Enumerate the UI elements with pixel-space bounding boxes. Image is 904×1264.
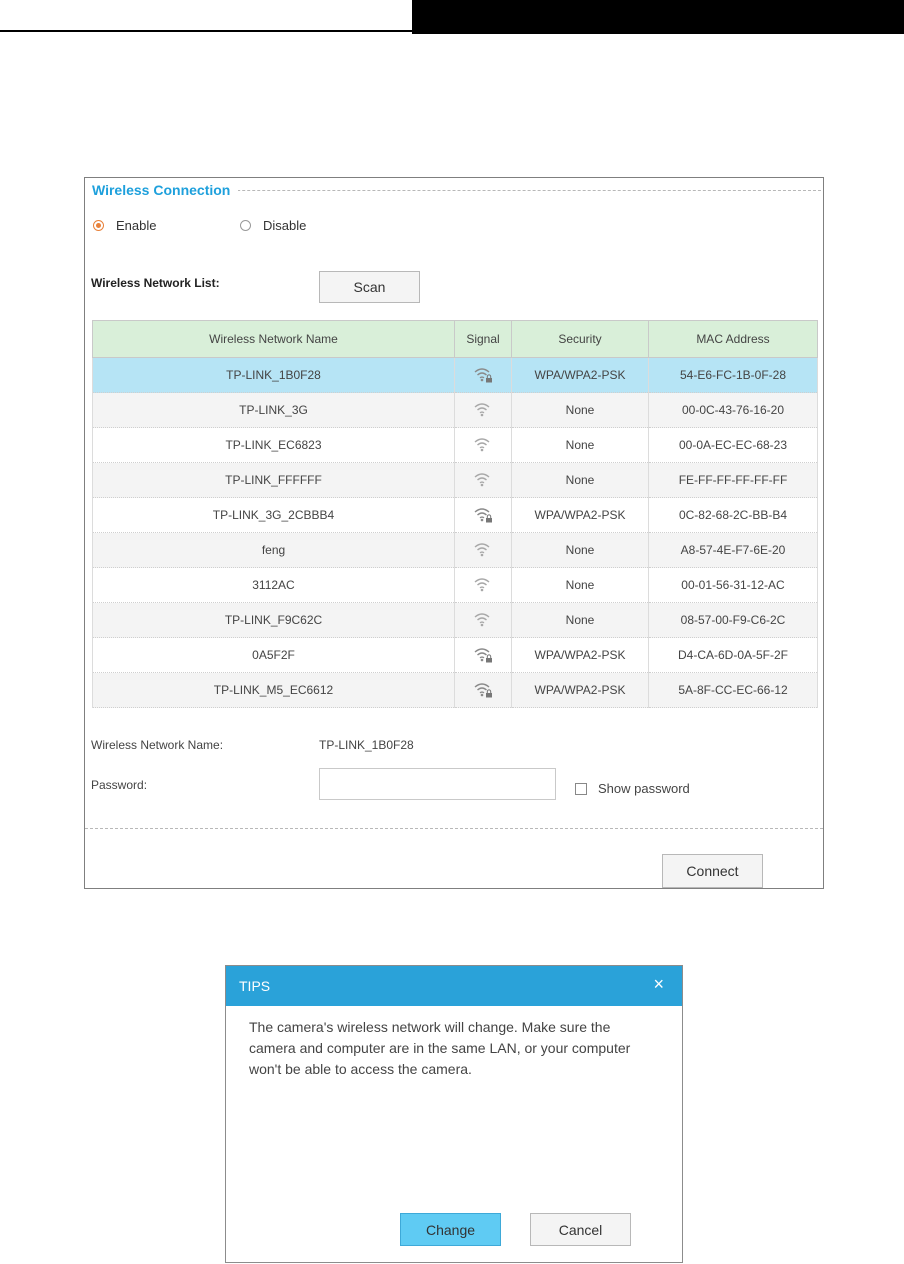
mac-address-cell: FE-FF-FF-FF-FF-FF (649, 463, 818, 498)
mac-address-cell: 08-57-00-F9-C6-2C (649, 603, 818, 638)
security-cell: WPA/WPA2-PSK (512, 358, 649, 393)
network-name-cell: TP-LINK_3G (93, 393, 455, 428)
table-row[interactable] (93, 393, 818, 428)
show-password-label: Show password (598, 781, 690, 796)
cancel-button[interactable]: Cancel (530, 1213, 631, 1246)
table-row[interactable] (93, 533, 818, 568)
scan-button[interactable]: Scan (319, 271, 420, 303)
security-cell: WPA/WPA2-PSK (512, 498, 649, 533)
mac-address-cell: 54-E6-FC-1B-0F-28 (649, 358, 818, 393)
connect-button[interactable]: Connect (662, 854, 763, 888)
network-name-cell: feng (93, 533, 455, 568)
tips-dialog (225, 965, 683, 1263)
network-list-label: Wireless Network List: (91, 276, 220, 290)
table-row[interactable] (93, 498, 818, 533)
network-name-cell: 0A5F2F (93, 638, 455, 673)
network-name-cell: TP-LINK_3G_2CBBB4 (93, 498, 455, 533)
document-header-band (412, 0, 904, 34)
security-cell: None (512, 568, 649, 603)
network-name-value: TP-LINK_1B0F28 (319, 738, 414, 752)
security-cell: None (512, 533, 649, 568)
network-table (92, 320, 818, 708)
wireless-connection-panel (84, 177, 824, 889)
column-header-name: Wireless Network Name (93, 321, 455, 358)
table-row[interactable] (93, 428, 818, 463)
password-label: Password: (91, 778, 148, 792)
security-cell: WPA/WPA2-PSK (512, 673, 649, 708)
signal-cell (455, 358, 512, 393)
panel-title: Wireless Connection (92, 182, 238, 198)
column-header-signal: Signal (455, 321, 512, 358)
mac-address-cell: A8-57-4E-F7-6E-20 (649, 533, 818, 568)
security-cell: None (512, 393, 649, 428)
table-row[interactable] (93, 358, 818, 393)
footer-divider (85, 828, 823, 829)
document-header-rule (0, 30, 412, 32)
signal-cell (455, 533, 512, 568)
enable-radio[interactable] (93, 220, 104, 231)
network-name-cell: TP-LINK_1B0F28 (93, 358, 455, 393)
mac-address-cell: 5A-8F-CC-EC-66-12 (649, 673, 818, 708)
dialog-message: The camera's wireless network will change. Make sure the camera and computer are in the same LAN, or your computer won't be able to access the camera. (249, 1019, 631, 1077)
network-name-cell: 3112AC (93, 568, 455, 603)
mac-address-cell: D4-CA-6D-0A-5F-2F (649, 638, 818, 673)
dialog-header (226, 966, 682, 1006)
show-password-checkbox[interactable] (575, 783, 587, 795)
enable-radio-option[interactable] (93, 218, 156, 233)
disable-radio-label: Disable (263, 218, 307, 233)
dialog-title: TIPS (239, 978, 271, 994)
mac-address-cell: 00-0A-EC-EC-68-23 (649, 428, 818, 463)
wifi-signal-icon (473, 472, 493, 488)
wifi-signal-lock-icon (473, 507, 493, 523)
wifi-signal-lock-icon (473, 367, 493, 383)
network-name-cell: TP-LINK_M5_EC6612 (93, 673, 455, 708)
network-name-cell: TP-LINK_EC6823 (93, 428, 455, 463)
network-name-cell: TP-LINK_FFFFFF (93, 463, 455, 498)
security-cell: WPA/WPA2-PSK (512, 638, 649, 673)
table-row[interactable] (93, 673, 818, 708)
wifi-signal-icon (473, 542, 493, 558)
password-field[interactable] (319, 768, 556, 800)
security-cell: None (512, 463, 649, 498)
mac-address-cell: 00-01-56-31-12-AC (649, 568, 818, 603)
disable-radio[interactable] (240, 220, 251, 231)
enable-radio-label: Enable (116, 218, 157, 233)
table-header-row (93, 321, 818, 358)
table-row[interactable] (93, 603, 818, 638)
table-row[interactable] (93, 638, 818, 673)
column-header-mac: MAC Address (649, 321, 818, 358)
security-cell: None (512, 603, 649, 638)
table-row[interactable] (93, 463, 818, 498)
wifi-signal-icon (473, 612, 493, 628)
signal-cell (455, 638, 512, 673)
signal-cell (455, 393, 512, 428)
wifi-signal-icon (473, 402, 493, 418)
signal-cell (455, 673, 512, 708)
wifi-signal-lock-icon (473, 647, 493, 663)
wifi-signal-lock-icon (473, 682, 493, 698)
signal-cell (455, 568, 512, 603)
signal-cell (455, 498, 512, 533)
disable-radio-option[interactable] (240, 218, 306, 233)
security-cell: None (512, 428, 649, 463)
close-icon[interactable]: × (653, 974, 664, 994)
mac-address-cell: 0C-82-68-2C-BB-B4 (649, 498, 818, 533)
column-header-security: Security (512, 321, 649, 358)
signal-cell (455, 428, 512, 463)
mac-address-cell: 00-0C-43-76-16-20 (649, 393, 818, 428)
change-button[interactable]: Change (400, 1213, 501, 1246)
network-name-label: Wireless Network Name: (91, 738, 224, 752)
wifi-signal-icon (473, 437, 493, 453)
table-row[interactable] (93, 568, 818, 603)
signal-cell (455, 603, 512, 638)
signal-cell (455, 463, 512, 498)
wifi-signal-icon (473, 577, 493, 593)
network-name-cell: TP-LINK_F9C62C (93, 603, 455, 638)
